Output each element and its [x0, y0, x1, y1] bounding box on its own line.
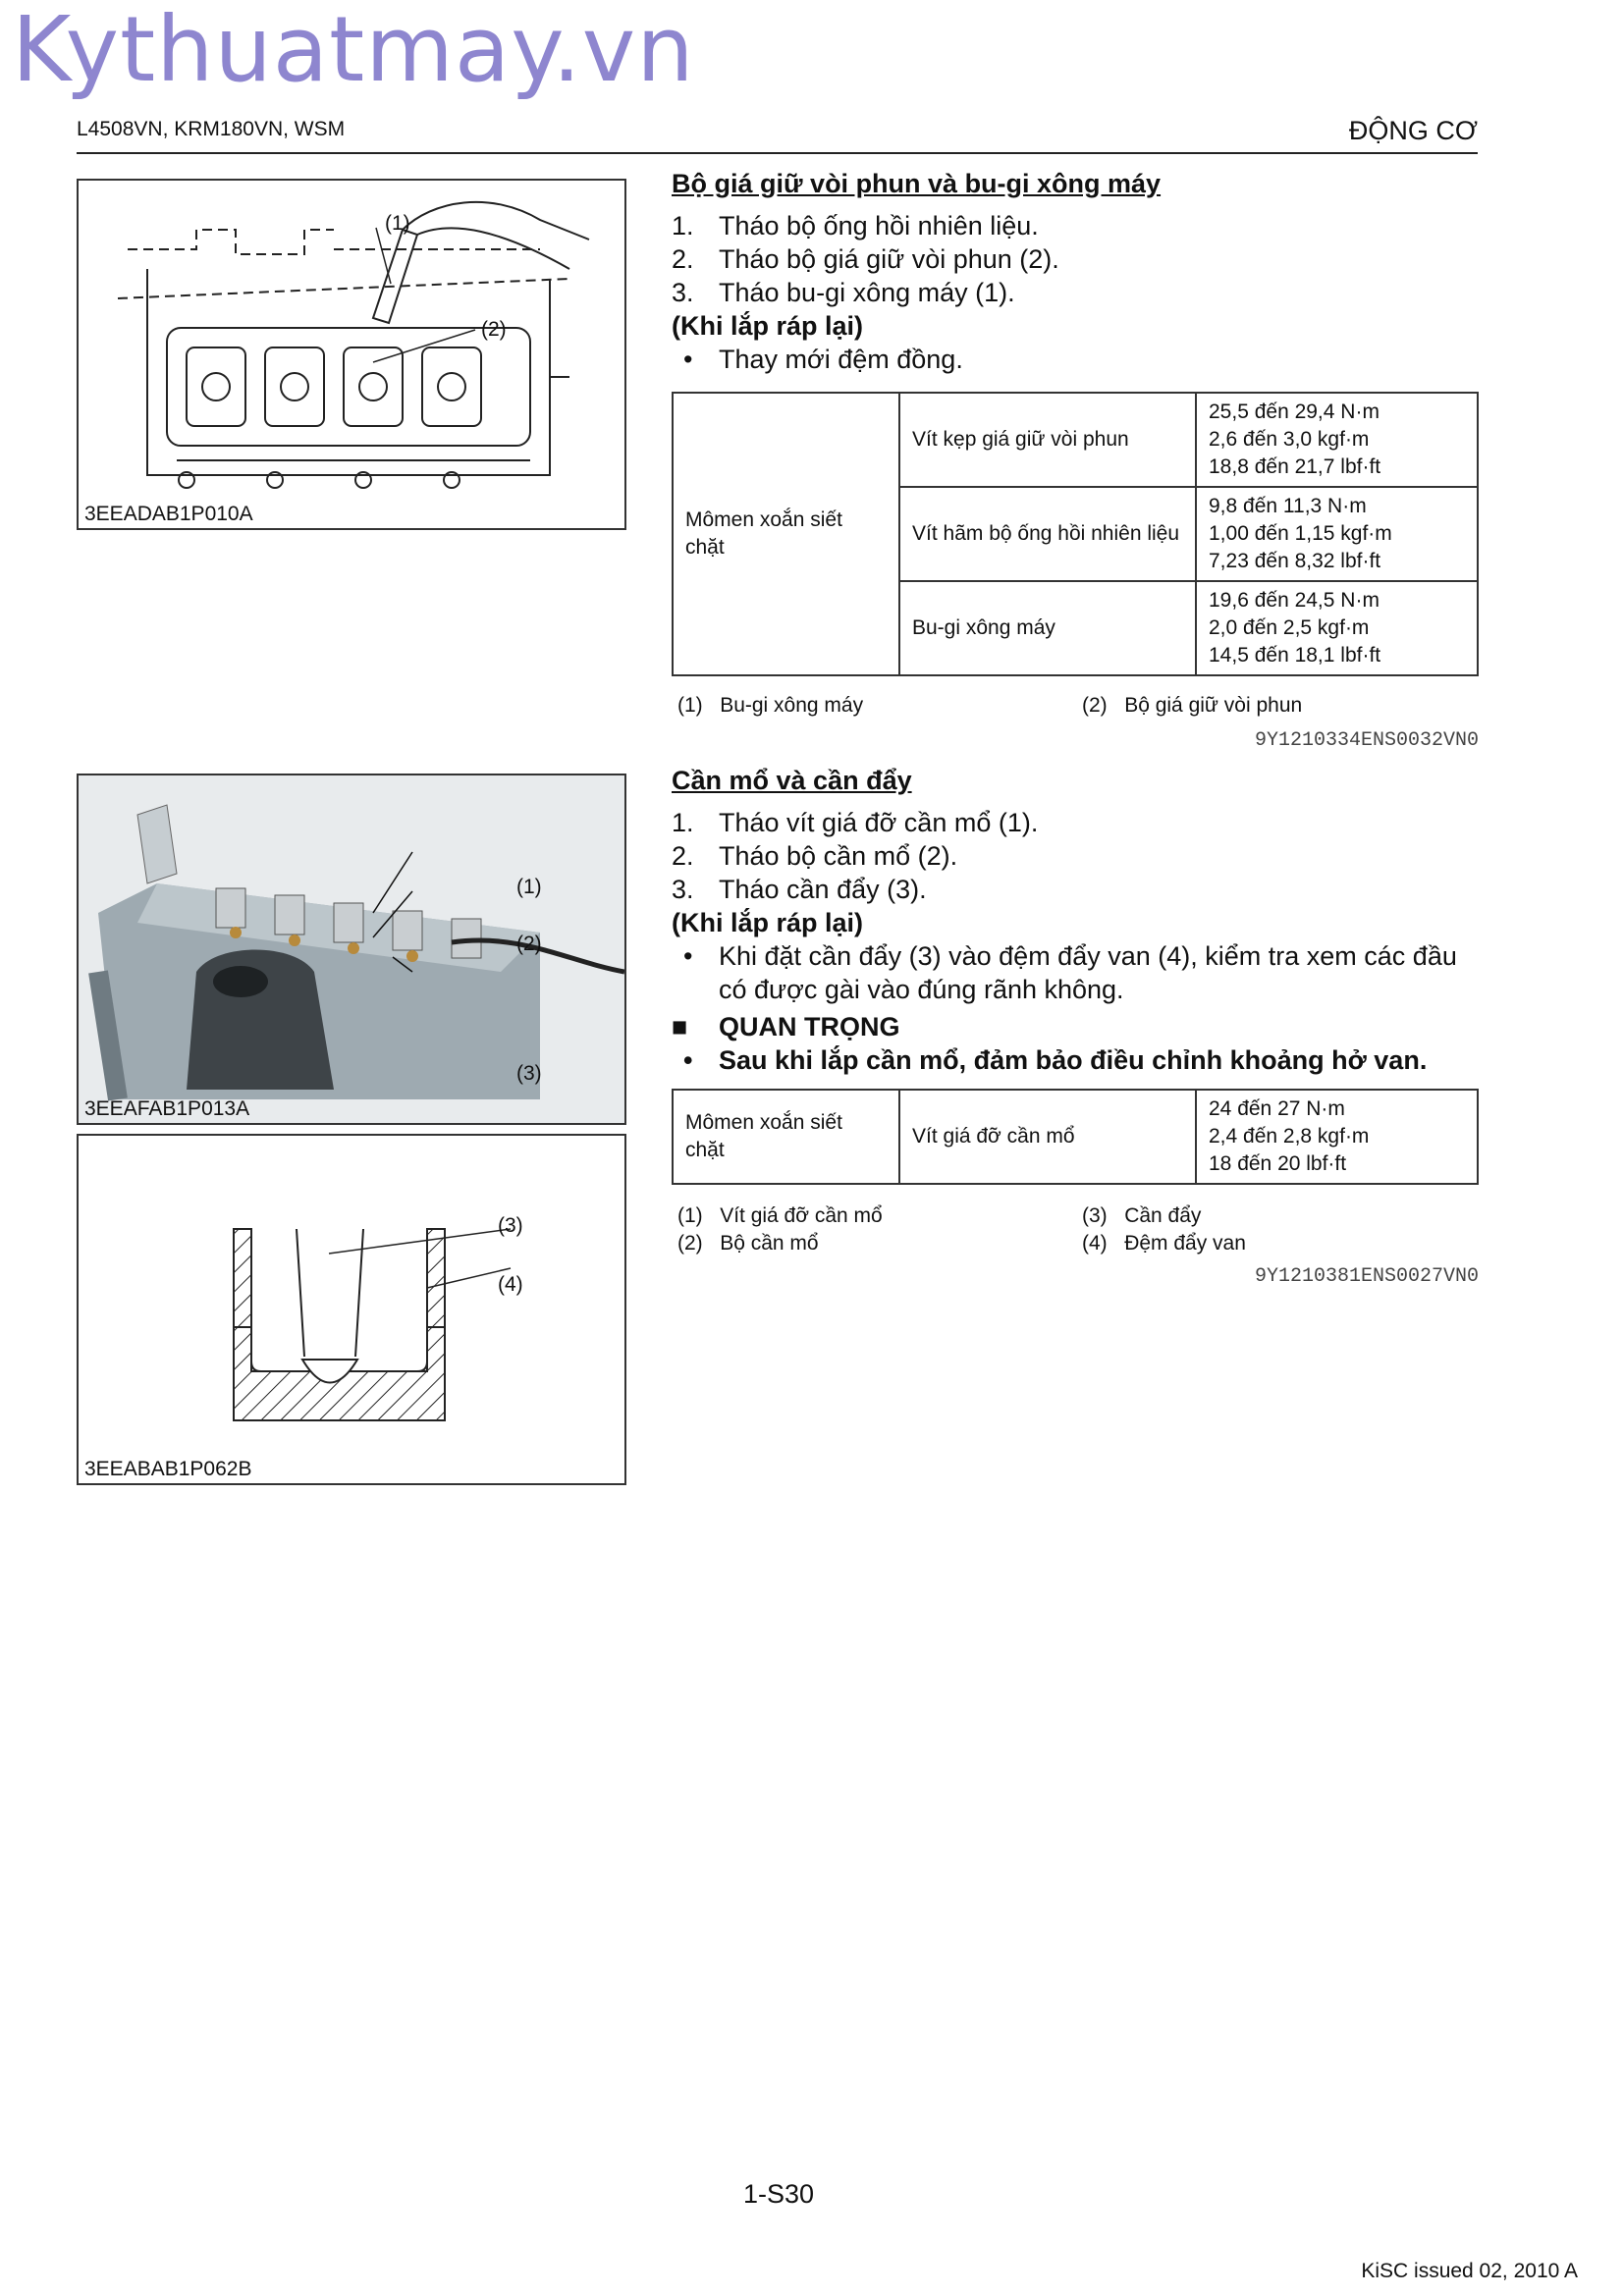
reassembly-heading: (Khi lắp ráp lại) — [672, 908, 864, 937]
section-title: Bộ giá giữ vòi phun và bu-gi xông máy — [672, 169, 1162, 198]
reassembly-note: • Thay mới đệm đồng. — [683, 345, 963, 374]
figure-legend — [672, 1202, 1479, 1261]
spec-item: Vít kẹp giá giữ vòi phun — [899, 393, 1196, 487]
callout-1: (1) — [385, 212, 410, 235]
step-item: 3. Tháo bu-gi xông máy (1). — [672, 278, 1015, 307]
spec-item: Bu-gi xông máy — [899, 581, 1196, 675]
torque-label: Mômen xoắn siết chặt — [673, 393, 899, 675]
callout-3: (3) — [498, 1214, 523, 1237]
step-item: 1. Tháo vít giá đỡ cần mổ (1). — [672, 808, 1039, 837]
legend-item: (4) Đệm đẩy van — [1082, 1232, 1246, 1255]
reassembly-heading: (Khi lắp ráp lại) — [672, 311, 864, 341]
legend-item: (2) Bộ cần mổ — [677, 1232, 819, 1255]
section-injector-glowplug — [672, 169, 1479, 752]
spec-item: Vít giá đỡ cần mổ — [899, 1090, 1196, 1184]
figure-injector-glowplug — [77, 179, 626, 530]
chapter-header: ĐỘNG CƠ — [1348, 116, 1478, 145]
callout-3: (3) — [516, 1062, 542, 1085]
step-item: 1. Tháo bộ ống hồi nhiên liệu. — [672, 211, 1039, 240]
figure-legend — [672, 692, 1479, 723]
figure-code: 3EEAFAB1P013A — [84, 1097, 250, 1120]
cylinder-head-drawing — [79, 181, 624, 495]
callout-1: (1) — [516, 876, 542, 898]
page-number: 1-S30 — [743, 2179, 815, 2209]
pushrod-section-drawing — [79, 1136, 624, 1483]
reassembly-note: • Khi đặt cần đẩy (3) vào đệm đẩy van (4), kiểm tra xem các đầu có được gài vào đúng rãnh không. — [683, 941, 1457, 1004]
step-item: 3. Tháo cần đẩy (3). — [672, 875, 927, 904]
document-code: 9Y1210334ENS0032VN0 — [1254, 729, 1479, 752]
torque-spec-table — [672, 1089, 1479, 1185]
torque-label: Mômen xoắn siết chặt — [673, 1090, 899, 1184]
procedure-steps — [672, 806, 1479, 1077]
procedure-steps — [672, 209, 1479, 376]
manual-model-header: L4508VN, KRM180VN, WSM — [77, 118, 346, 140]
figure-pushrod-section — [77, 1134, 626, 1485]
header-rule — [77, 152, 1478, 154]
spec-value: 25,5 đến 29,4 N·m 2,6 đến 3,0 kgf·m 18,8 đến 21,7 lbf·ft — [1196, 393, 1478, 487]
callout-4: (4) — [498, 1273, 523, 1296]
figure-rocker-arm-photo — [77, 774, 626, 1125]
section-rocker-pushrod — [672, 766, 1479, 1288]
section-title: Cần mổ và cần đẩy — [672, 766, 912, 795]
spec-value: 24 đến 27 N·m 2,4 đến 2,8 kgf·m 18 đến 20 lbf·ft — [1196, 1090, 1478, 1184]
figure-code: 3EEADAB1P010A — [84, 503, 253, 525]
engine-photo-illustration — [79, 775, 624, 1123]
site-watermark: Kythuatmay.vn — [12, 0, 695, 102]
important-square-icon: ■ — [672, 1012, 688, 1041]
figure-code: 3EEABAB1P062B — [84, 1458, 252, 1480]
torque-spec-table — [672, 392, 1479, 676]
important-heading: ■ QUAN TRỌNG — [672, 1012, 900, 1041]
step-item: 2. Tháo bộ giá giữ vòi phun (2). — [672, 244, 1059, 274]
callout-2: (2) — [516, 933, 542, 955]
document-code: 9Y1210381ENS0027VN0 — [1254, 1265, 1479, 1288]
step-item: 2. Tháo bộ cần mổ (2). — [672, 841, 958, 871]
spec-value: 9,8 đến 11,3 N·m 1,00 đến 1,15 kgf·m 7,23 đến 8,32 lbf·ft — [1196, 487, 1478, 581]
spec-item: Vít hãm bộ ống hồi nhiên liệu — [899, 487, 1196, 581]
legend-item: (3) Cần đẩy — [1082, 1204, 1202, 1227]
issue-info: KiSC issued 02, 2010 A — [1361, 2260, 1578, 2282]
callout-2: (2) — [481, 318, 507, 341]
legend-item: (1) Bu-gi xông máy — [677, 694, 864, 717]
legend-item: (1) Vít giá đỡ cần mổ — [677, 1204, 883, 1227]
legend-item: (2) Bộ giá giữ vòi phun — [1082, 694, 1303, 717]
important-note: • Sau khi lắp cần mổ, đảm bảo điều chỉnh khoảng hở van. — [683, 1045, 1428, 1075]
spec-value: 19,6 đến 24,5 N·m 2,0 đến 2,5 kgf·m 14,5 đến 18,1 lbf·ft — [1196, 581, 1478, 675]
